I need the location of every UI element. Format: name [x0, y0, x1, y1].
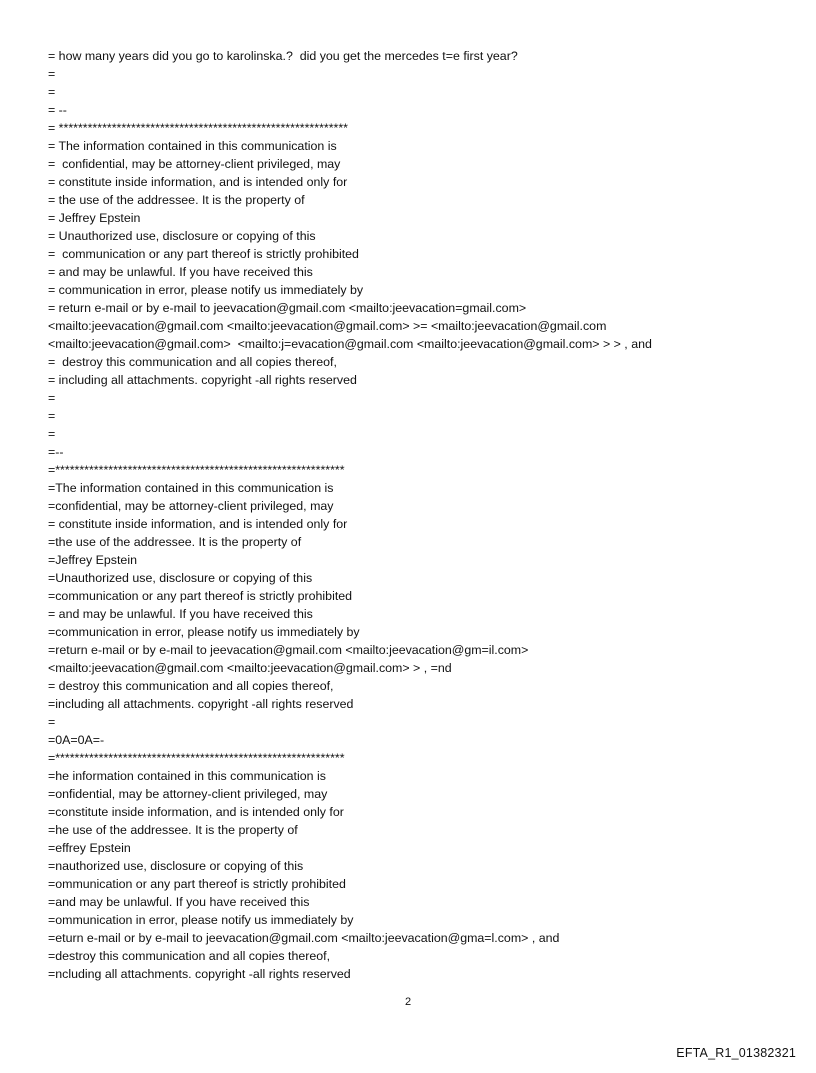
text-line: <mailto:jeevacation@gmail.com <mailto:jeevacation@gmail.com> >= <mailto:jeevacation@gmail.com — [48, 319, 607, 333]
text-line: = Unauthorized use, disclosure or copying of this — [48, 229, 316, 243]
text-line: =destroy this communication and all copies thereof, — [48, 949, 331, 963]
text-line: = — [48, 427, 56, 441]
text-line: =he information contained in this communication is — [48, 769, 326, 783]
text-line: =ommunication or any part thereof is strictly prohibited — [48, 877, 346, 891]
text-line: = destroy this communication and all copies thereof, — [48, 679, 334, 693]
text-line: =0A=0A=- — [48, 733, 105, 747]
text-line: = — [48, 715, 56, 729]
text-line: =effrey Epstein — [48, 841, 131, 855]
text-line: = including all attachments. copyright -all rights reserved — [48, 373, 357, 387]
text-line: =Unauthorized use, disclosure or copying of this — [48, 571, 313, 585]
text-line: =Jeffrey Epstein — [48, 553, 137, 567]
text-line: = communication in error, please notify us immediately by — [48, 283, 364, 297]
email-body — [48, 47, 788, 983]
text-line: = confidential, may be attorney-client privileged, may — [48, 157, 341, 171]
text-line: =constitute inside information, and is intended only for — [48, 805, 344, 819]
text-line: = — [48, 391, 56, 405]
text-line: = The information contained in this communication is — [48, 139, 337, 153]
text-line: = — [48, 67, 56, 81]
text-line: =the use of the addressee. It is the property of — [48, 535, 302, 549]
text-line: = and may be unlawful. If you have received this — [48, 265, 313, 279]
text-line: =-- — [48, 445, 64, 459]
text-line: = communication or any part thereof is strictly prohibited — [48, 247, 359, 261]
text-line: = destroy this communication and all copies thereof, — [48, 355, 337, 369]
asterisk-divider: =************************************************************ — [48, 751, 345, 765]
text-line: =communication or any part thereof is strictly prohibited — [48, 589, 353, 603]
text-line: =eturn e-mail or by e-mail to jeevacation@gmail.com <mailto:jeevacation@gma=l.com> , and — [48, 931, 560, 945]
text-line: =ommunication in error, please notify us immediately by — [48, 913, 354, 927]
text-line: = how many years did you go to karolinska.? did you get the mercedes t=e first year? — [48, 49, 518, 63]
text-line: =onfidential, may be attorney-client privileged, may — [48, 787, 328, 801]
text-line: = return e-mail or by e-mail to jeevacation@gmail.com <mailto:jeevacation=gmail.com> — [48, 301, 527, 315]
text-line: =communication in error, please notify us immediately by — [48, 625, 360, 639]
bates-number: EFTA_R1_01382321 — [676, 1046, 796, 1060]
text-line: =nauthorized use, disclosure or copying of this — [48, 859, 304, 873]
text-line: <mailto:jeevacation@gmail.com <mailto:jeevacation@gmail.com> > , =nd — [48, 661, 452, 675]
text-line: = — [48, 409, 56, 423]
text-line: = Jeffrey Epstein — [48, 211, 141, 225]
text-line: = constitute inside information, and is intended only for — [48, 517, 348, 531]
text-line: =return e-mail or by e-mail to jeevacation@gmail.com <mailto:jeevacation@gm=il.com> — [48, 643, 529, 657]
asterisk-divider: = ************************************************************ — [48, 121, 348, 135]
text-line: =and may be unlawful. If you have received this — [48, 895, 310, 909]
text-line: =ncluding all attachments. copyright -all rights reserved — [48, 967, 351, 981]
text-line: = constitute inside information, and is intended only for — [48, 175, 348, 189]
text-line: =he use of the addressee. It is the property of — [48, 823, 298, 837]
text-line: =confidential, may be attorney-client privileged, may — [48, 499, 334, 513]
page-number: 2 — [404, 996, 412, 1008]
text-line: =The information contained in this communication is — [48, 481, 334, 495]
text-line: = the use of the addressee. It is the property of — [48, 193, 305, 207]
text-line: <mailto:jeevacation@gmail.com> <mailto:j=evacation@gmail.com <mailto:jeevacation@gmail.com> > > , and — [48, 337, 652, 351]
text-line: =including all attachments. copyright -all rights reserved — [48, 697, 354, 711]
text-line: = — [48, 85, 56, 99]
text-line: = -- — [48, 103, 67, 117]
asterisk-divider: =************************************************************ — [48, 463, 345, 477]
text-line: = and may be unlawful. If you have received this — [48, 607, 313, 621]
